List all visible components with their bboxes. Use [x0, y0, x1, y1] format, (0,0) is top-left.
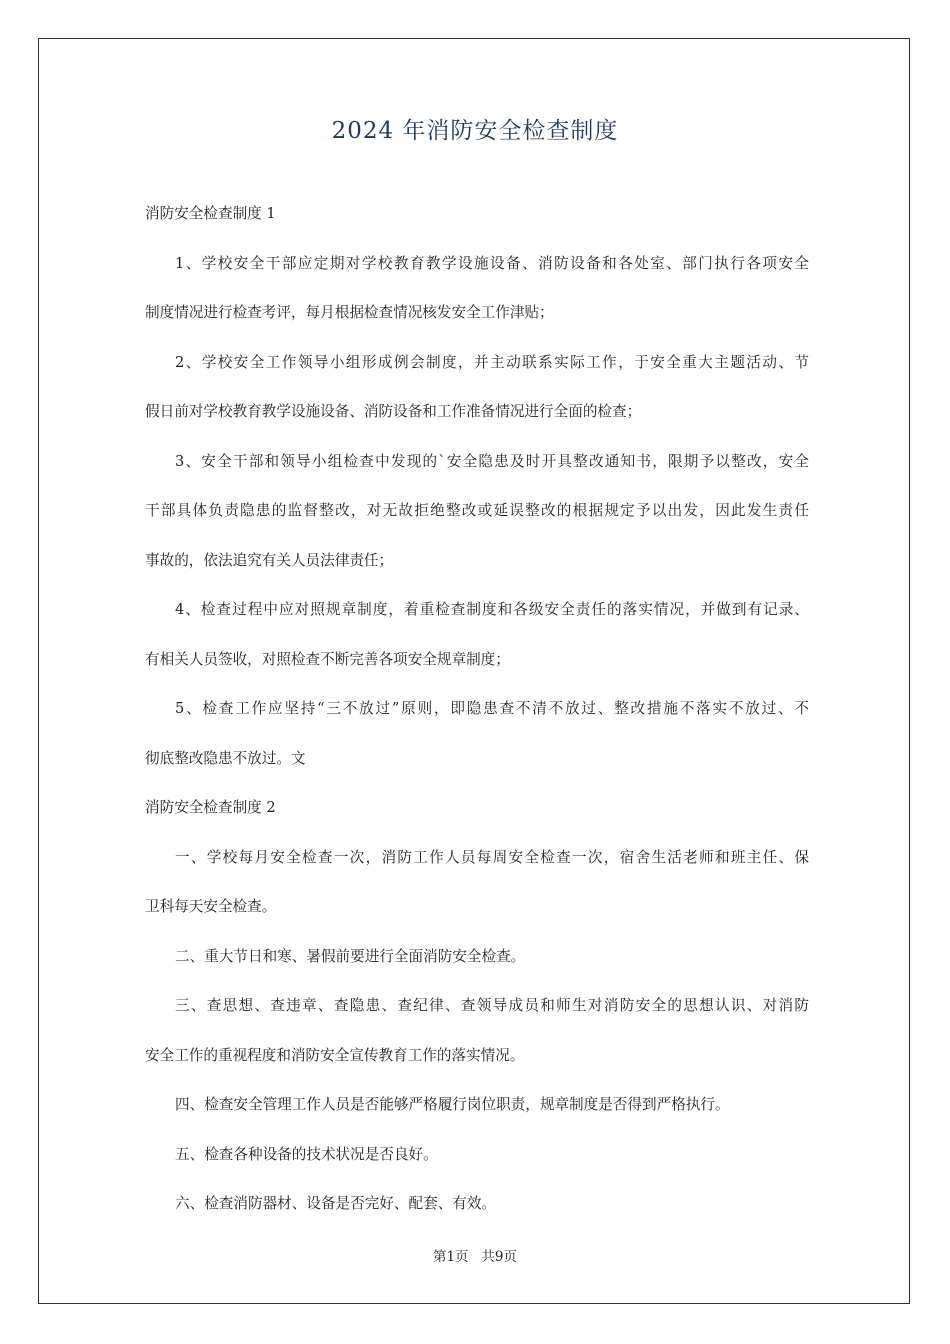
text-line: 安全工作的重视程度和消防安全宣传教育工作的落实情况。	[145, 1046, 525, 1064]
text-line: 2、学校安全工作领导小组形成例会制度，并主动联系实际工作，于安全重大主题活动、节	[175, 353, 809, 371]
text-line: 五、检查各种设备的技术状况是否良好。	[175, 1145, 438, 1163]
text-line: 三、查思想、查违章、查隐患、查纪律、查领导成员和师生对消防安全的思想认识、对消防	[175, 997, 809, 1014]
text-line: 干部具体负责隐患的监督整改，对无故拒绝整改或延误整改的根据规定予以出发，因此发生责任	[145, 502, 809, 519]
text-line: 四、检查安全管理工作人员是否能够严格履行岗位职责，规章制度是否得到严格执行。	[175, 1096, 730, 1113]
text-line: 六、检查消防器材、设备是否完好、配套、有效。	[175, 1195, 497, 1212]
text-line: 一、学校每月安全检查一次，消防工作人员每周安全检查一次，宿舍生活老师和班主任、保	[175, 848, 809, 866]
text-line: 有相关人员签收，对照检查不断完善各项安全规章制度；	[145, 650, 510, 668]
text-line: 制度情况进行检查考评，每月根据检查情况核发安全工作津贴；	[145, 304, 554, 321]
text-line: 5、检查工作应坚持“三不放过”原则，即隐患查不清不放过、整改措施不落实不放过、不	[175, 700, 809, 717]
text-line: 彻底整改隐患不放过。文	[145, 749, 306, 767]
text-line: 二、重大节日和寒、暑假前要进行全面消防安全检查。	[175, 947, 526, 965]
text-line: 卫科每天安全检查。	[145, 898, 277, 915]
document-title: 2024 年消防安全检查制度	[331, 118, 619, 144]
document-body	[145, 196, 809, 1236]
text-line: 1、学校安全干部应定期对学校教育教学设施设备、消防设备和各处室、部门执行各项安全	[175, 254, 809, 272]
text-line: 事故的，依法追究有关人员法律责任；	[145, 551, 394, 569]
text-line: 4、检查过程中应对照规章制度，着重检查制度和各级安全责任的落实情况，并做到有记录、	[175, 601, 809, 618]
text-line: 消防安全检查制度 2	[145, 799, 276, 816]
text-line: 3、安全干部和领导小组检查中发现的`安全隐患及时开具整改通知书，限期予以整改，安全	[175, 452, 809, 470]
page-number-footer: 第1页 共9页	[432, 1249, 518, 1265]
text-line: 假日前对学校教育教学设施设备、消防设备和工作准备情况进行全面的检查；	[145, 403, 642, 420]
text-line: 消防安全检查制度 1	[145, 205, 276, 222]
